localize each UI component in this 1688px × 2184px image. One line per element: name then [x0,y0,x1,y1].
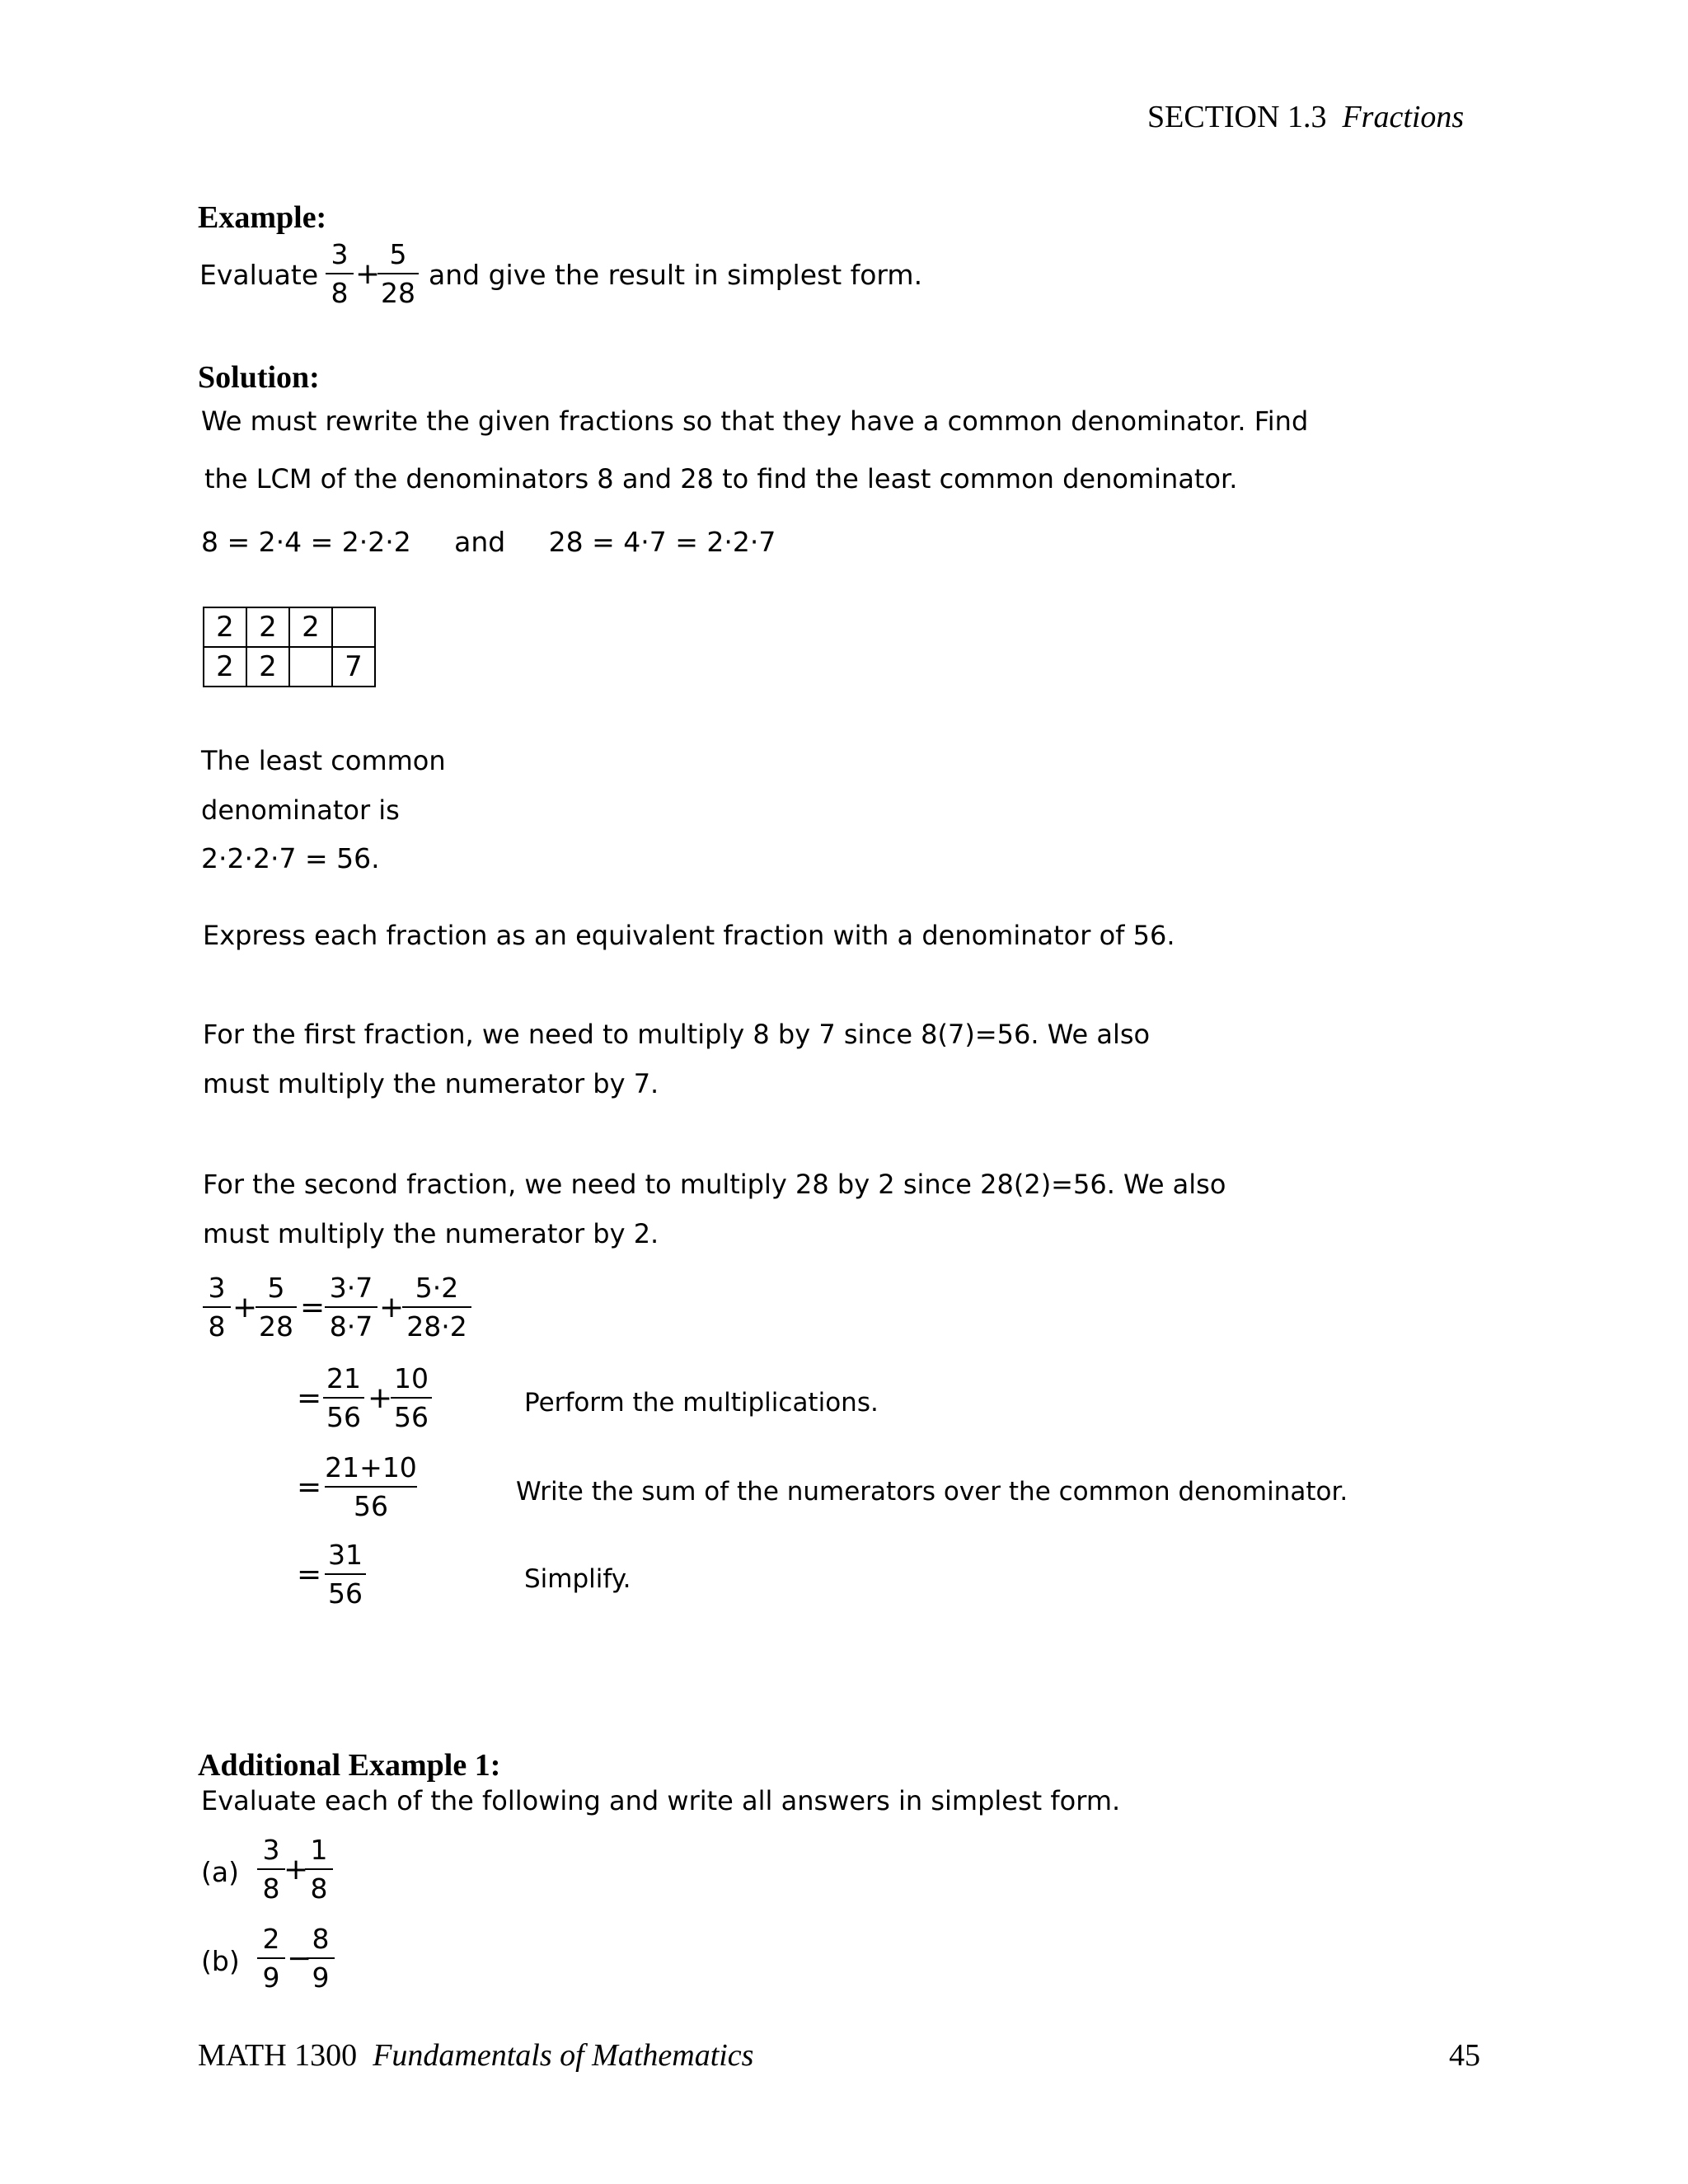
step2-fraction-a: 21 56 [323,1365,364,1431]
plus-sign: + [232,1291,258,1324]
equals-sign: = [297,1558,322,1591]
step3-note: Write the sum of the numerators over the common denominator. [516,1477,1348,1507]
lcd-line-1: The least common [201,745,446,776]
part-a-label: (a) [201,1856,239,1888]
solution-line-2: the LCM of the denominators 8 and 28 to find the least common denominator. [204,463,1238,494]
additional-example-heading: Additional Example 1: [198,1748,501,1783]
plus-sign: + [368,1381,393,1415]
grid-cell: 2 [289,607,332,647]
example-fraction-1: 3 8 [326,241,354,307]
example-heading: Example: [198,200,327,235]
factor-grid [203,607,376,687]
part-b-label: (b) [201,1945,240,1977]
first-fraction-line-2: must multiply the numerator by 7. [203,1068,659,1099]
grid-cell: 2 [246,607,289,647]
example-plus-sign: + [355,257,381,291]
second-fraction-line-2: must multiply the numerator by 2. [203,1218,659,1249]
part-a-fraction-2: 1 8 [305,1836,333,1902]
grid-cell: 2 [204,647,246,687]
step2-fraction-b: 10 56 [391,1365,432,1431]
part-a-fraction-1: 3 8 [257,1836,285,1902]
part-b-fraction-1: 2 9 [257,1925,285,1991]
page-number: 45 [1449,2038,1480,2073]
grid-cell [332,607,375,647]
express-line: Express each fraction as an equivalent fraction with a denominator of 56. [203,920,1175,951]
step1-fraction-a: 3 8 [203,1274,231,1340]
footer-course [198,2037,753,2074]
course-title: Fundamentals of Mathematics [373,2038,754,2073]
solution-heading: Solution: [198,360,320,395]
second-fraction-line-1: For the second fraction, we need to multiply 28 by 2 since 28(2)=56. We also [203,1169,1226,1200]
equals-sign: = [300,1291,326,1324]
course-number: MATH 1300 [198,2038,358,2073]
part-b-fraction-2: 8 9 [307,1925,335,1991]
example-prompt-after: and give the result in simplest form. [429,259,923,291]
step1-fraction-c: 3·7 8·7 [325,1274,377,1340]
part-a-operator: + [284,1853,309,1886]
additional-example-prompt: Evaluate each of the following and write all answers in simplest form. [201,1785,1121,1816]
equals-sign: = [297,1381,322,1415]
example-fraction-2: 5 28 [377,241,419,307]
section-topic: Fractions [1342,100,1465,134]
lcd-line-3: 2·2·2·7 = 56. [201,842,380,874]
step1-fraction-d: 5·2 28·2 [402,1274,471,1340]
factorization-line: 8 = 2·4 = 2·2·2 and 28 = 4·7 = 2·2·7 [201,526,776,558]
step4-fraction: 31 56 [325,1541,366,1607]
step1-fraction-b: 5 28 [256,1274,297,1340]
section-number: SECTION 1.3 [1147,100,1327,134]
grid-cell: 7 [332,647,375,687]
grid-cell [289,647,332,687]
part-b-operator: − [287,1942,312,1975]
grid-cell: 2 [246,647,289,687]
equals-sign: = [297,1470,322,1504]
plus-sign: + [379,1291,405,1324]
running-header [1147,99,1464,135]
first-fraction-line-1: For the first fraction, we need to multiply 8 by 7 since 8(7)=56. We also [203,1019,1151,1050]
step3-fraction: 21+10 56 [325,1451,417,1522]
step2-note: Perform the multiplications. [524,1388,879,1418]
grid-cell: 2 [204,607,246,647]
lcd-line-2: denominator is [201,794,400,826]
solution-line-1: We must rewrite the given fractions so that they have a common denominator. Find [201,405,1309,437]
example-prompt-before: Evaluate [199,259,319,291]
factor-grid-row [204,607,375,647]
step4-note: Simplify. [524,1564,631,1594]
factor-grid-row [204,647,375,687]
